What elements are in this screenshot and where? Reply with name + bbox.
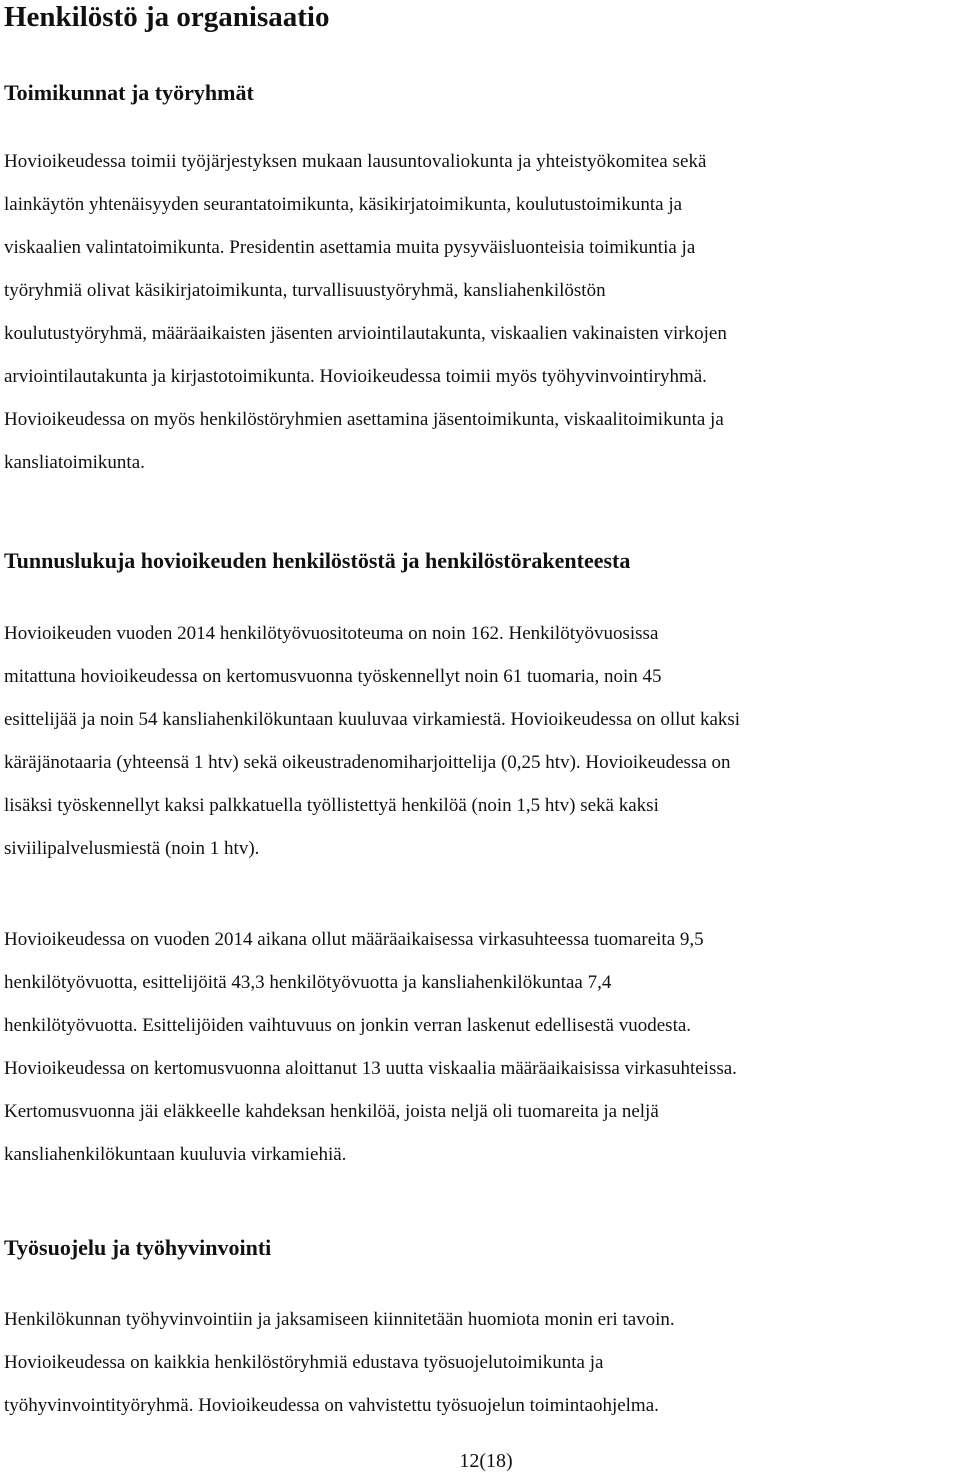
paragraph-line: henkilötyövuotta, esittelijöitä 43,3 henkilötyövuotta ja kansliahenkilökuntaa 7,4 — [4, 972, 612, 993]
page-title: Henkilöstö ja organisaatio — [4, 1, 330, 33]
page-footer — [0, 1448, 960, 1474]
paragraph-line: arviointilautakunta ja kirjastotoimikunta. Hovioikeudessa toimii myös työhyvinvointiryhmä. — [4, 366, 707, 387]
paragraph-line: työryhmiä olivat käsikirjatoimikunta, turvallisuustyöryhmä, kansliahenkilöstön — [4, 280, 606, 301]
paragraph-line: lainkäytön yhtenäisyyden seurantatoimikunta, käsikirjatoimikunta, koulutustoimikunta ja — [4, 194, 683, 215]
paragraph-line: Hovioikeudessa on kaikkia henkilöstöryhmiä edustava työsuojelutoimikunta ja — [4, 1352, 604, 1373]
section-heading-occupational-safety: Työsuojelu ja työhyvinvointi — [4, 1235, 272, 1260]
paragraph-line: Hovioikeudessa on myös henkilöstöryhmien asettamina jäsentoimikunta, viskaalitoimikunta ja — [4, 409, 724, 430]
paragraph-line: lisäksi työskennellyt kaksi palkkatuella työllistettyä henkilöä (noin 1,5 htv) sekä kaksi — [4, 795, 659, 816]
paragraph-line: siviilipalvelusmiestä (noin 1 htv). — [4, 838, 260, 859]
paragraph-line: henkilötyövuotta. Esittelijöiden vaihtuvuus on jonkin verran laskenut edellisestä vuodesta. — [4, 1015, 692, 1036]
paragraph-line: käräjänotaaria (yhteensä 1 htv) sekä oikeustradenomiharjoittelija (0,25 htv). Hovioikeudessa on — [4, 752, 731, 773]
paragraph-staff-figures — [4, 612, 740, 870]
paragraph-line: Hovioikeudessa on vuoden 2014 aikana ollut määräaikaisessa virkasuhteessa tuomareita 9,5 — [4, 929, 704, 950]
page-number: 12(18) — [459, 1450, 513, 1472]
paragraph-occupational-safety — [4, 1298, 675, 1427]
paragraph-line: viskaalien valintatoimikunta. Presidentin asettamia muita pysyväisluonteisia toimikuntia ja — [4, 237, 696, 258]
paragraph-line: Kertomusvuonna jäi eläkkeelle kahdeksan henkilöä, joista neljä oli tuomareita ja neljä — [4, 1101, 659, 1122]
paragraph-line: Hovioikeudessa on kertomusvuonna aloittanut 13 uutta viskaalia määräaikaisissa virkasuhteissa. — [4, 1058, 737, 1079]
paragraph-line: Henkilökunnan työhyvinvointiin ja jaksamiseen kiinnitetään huomiota monin eri tavoin. — [4, 1309, 675, 1330]
paragraph-fixed-term — [4, 918, 737, 1176]
section-heading-committees: Toimikunnat ja työryhmät — [4, 80, 254, 105]
paragraph-line: työhyvinvointityöryhmä. Hovioikeudessa on vahvistettu työsuojelun toimintaohjelma. — [4, 1395, 659, 1416]
section-heading-staff-figures: Tunnuslukuja hovioikeuden henkilöstöstä ja henkilöstörakenteesta — [4, 548, 631, 573]
paragraph-committees — [4, 140, 727, 484]
paragraph-line: mitattuna hovioikeudessa on kertomusvuonna työskennellyt noin 61 tuomaria, noin 45 — [4, 666, 662, 687]
paragraph-line: esittelijää ja noin 54 kansliahenkilökuntaan kuuluvaa virkamiestä. Hovioikeudessa on ollut kaksi — [4, 709, 741, 730]
paragraph-line: kansliatoimikunta. — [4, 452, 145, 473]
paragraph-line: Hovioikeuden vuoden 2014 henkilötyövuositoteuma on noin 162. Henkilötyövuosissa — [4, 623, 659, 644]
paragraph-line: Hovioikeudessa toimii työjärjestyksen mukaan lausuntovaliokunta ja yhteistyökomitea sekä — [4, 151, 707, 172]
paragraph-line: kansliahenkilökuntaan kuuluvia virkamiehiä. — [4, 1144, 347, 1165]
paragraph-line: koulutustyöryhmä, määräaikaisten jäsenten arviointilautakunta, viskaalien vakinaisten virkojen — [4, 323, 727, 344]
